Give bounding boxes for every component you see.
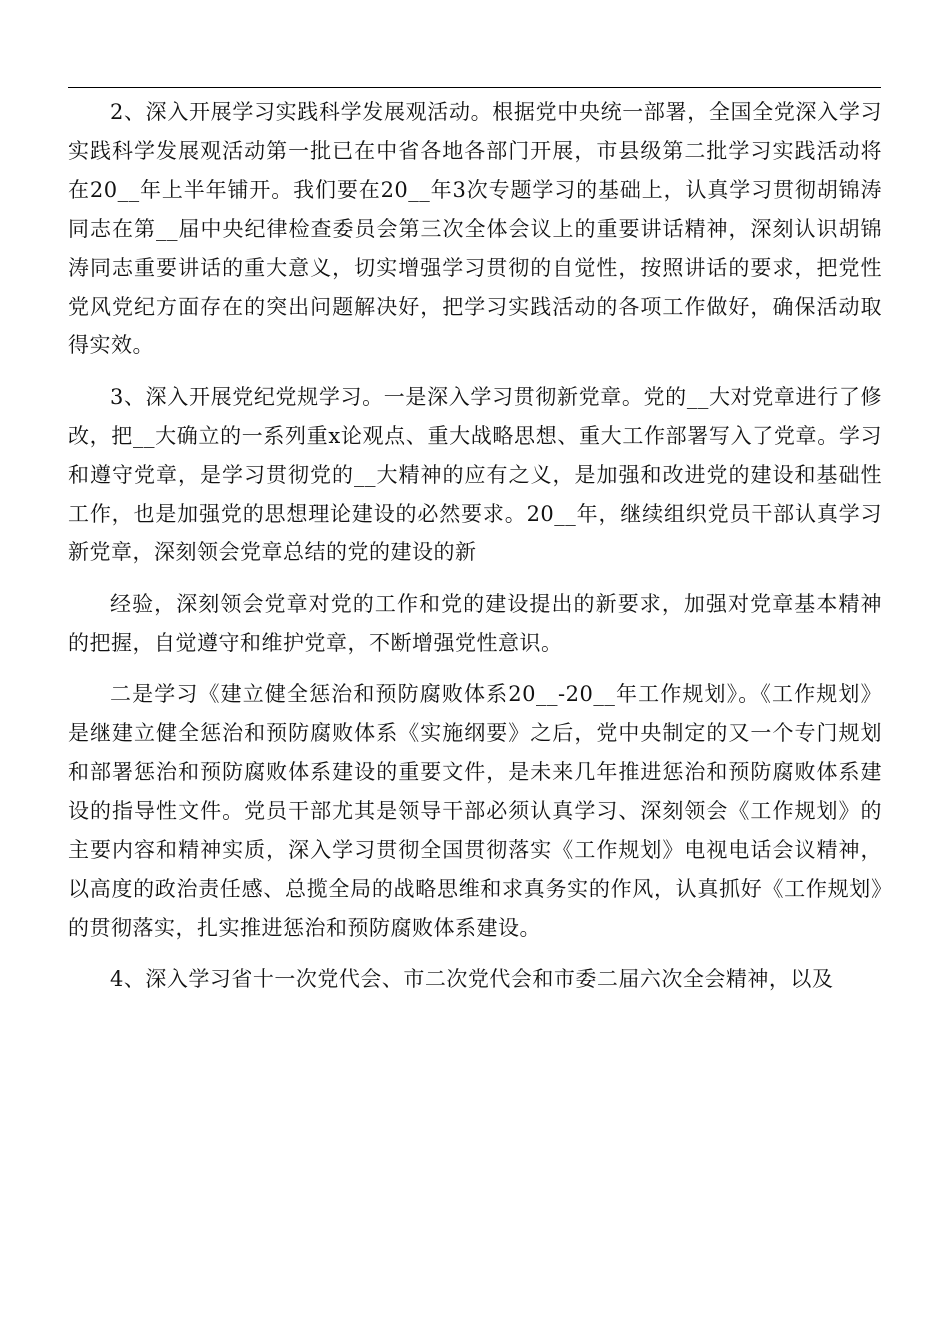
paragraph-work-plan-study: 二是学习《建立健全惩治和预防腐败体系20__-20__年工作规划》。《工作规划》是继建立健全惩治和预防腐败体系《实施纲要》之后，党中央制定的又一个专门规划和部署惩治和预防腐败体系建设的重要文件，是未来几年推进惩治和预防腐败体系建设的指导性文件。党员干部尤其是领导干部必须认真学习、深刻领会《工作规划》的主要内容和精神实质，深入学习贯彻全国贯彻落实《工作规划》电视电话会议精神，以高度的政治责任感、总揽全局的战略思维和求真务实的作风，认真抓好《工作规划》的贯彻落实，扎实推进惩治和预防腐败体系建设。 bbox=[68, 682, 882, 940]
paragraph-item-3-party-rules: 3、深入开展党纪党规学习。一是深入学习贯彻新党章。党的__大对党章进行了修改，把__大确立的一系列重x论观点、重大战略思想、重大工作部署写入了党章。学习和遵守党章，是学习贯彻党的__大精神的应有之义，是加强和改进党的建设和基础性工作，也是加强党的思想理论建设的必然要求。20__年，继续组织党员干部认真学习新党章，深刻领会党章总结的党的建设的新 bbox=[68, 384, 882, 565]
document-body bbox=[68, 93, 882, 1011]
header-rule bbox=[68, 87, 881, 88]
paragraph-item-4-congress-study: 4、深入学习省十一次党代会、市二次党代会和市委二届六次全会精神，以及 bbox=[110, 967, 834, 992]
paragraph-party-constitution-experience: 经验，深刻领会党章对党的工作和党的建设提出的新要求，加强对党章基本精神的把握，自觉遵守和维护党章，不断增强党性意识。 bbox=[68, 591, 882, 655]
paragraph-item-2-study-practice: 2、深入开展学习实践科学发展观活动。根据党中央统一部署，全国全党深入学习实践科学发展观活动第一批已在中省各地各部门开展，市县级第二批学习实践活动将在20__年上半年铺开。我们要在20__年3次专题学习的基础上，认真学习贯彻胡锦涛同志在第__届中央纪律检查委员会第三次全体会议上的重要讲话精神，深刻认识胡锦涛同志重要讲话的重大意义，切实增强学习贯彻的自觉性，按照讲话的要求，把党性党风党纪方面存在的突出问题解决好，把学习实践活动的各项工作做好，确保活动取得实效。 bbox=[68, 100, 882, 358]
